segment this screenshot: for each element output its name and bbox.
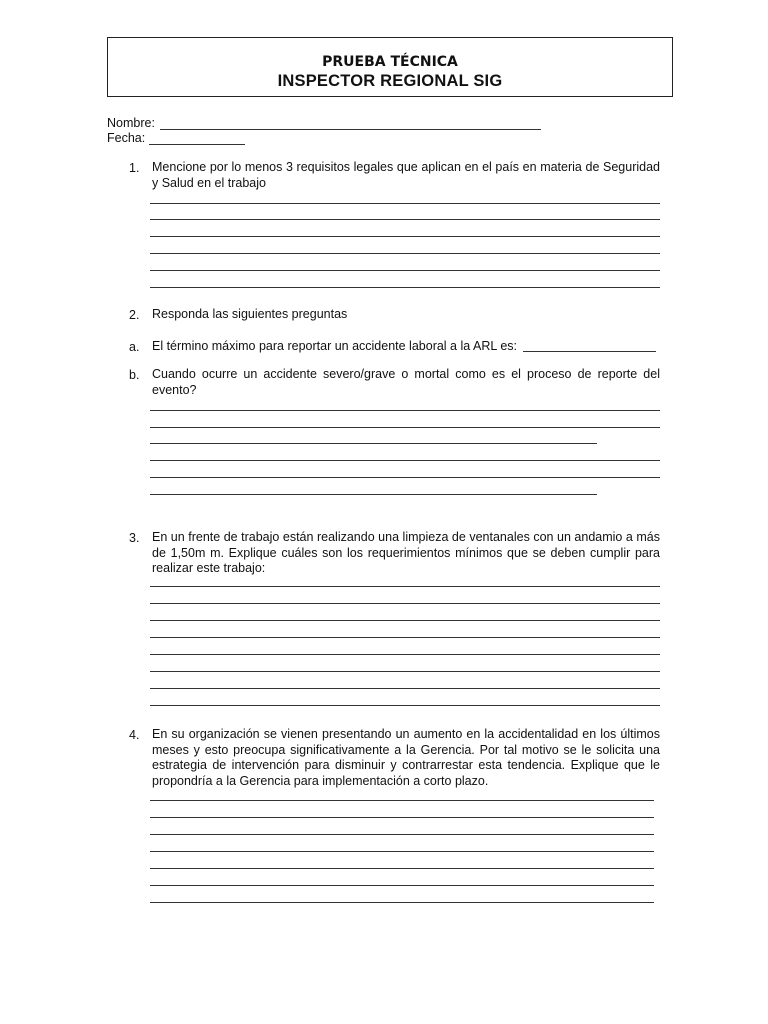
name-field-line[interactable] — [160, 129, 541, 130]
question-2a-letter: a. — [129, 340, 140, 354]
answer-line[interactable] — [150, 494, 597, 495]
date-label: Fecha: — [107, 131, 146, 145]
question-2a-text: El término máximo para reportar un accidente laboral a la ARL es: — [152, 339, 517, 353]
question-2b-letter: b. — [129, 368, 140, 382]
question-3-number: 3. — [129, 531, 140, 545]
test-type-heading: PRUEBA TÉCNICA — [322, 54, 458, 70]
answer-line[interactable] — [150, 885, 654, 886]
question-4-number: 4. — [129, 728, 140, 742]
answer-line[interactable] — [150, 705, 660, 706]
name-label: Nombre: — [107, 116, 155, 130]
answer-line[interactable] — [150, 219, 660, 220]
answer-line[interactable] — [150, 902, 654, 903]
answer-line[interactable] — [150, 443, 597, 444]
answer-line[interactable] — [150, 410, 660, 411]
answer-line[interactable] — [150, 851, 654, 852]
question-1-text: Mencione por lo menos 3 requisitos legales que aplican en el país en materia de Seguridad y Salud en el trabajo — [152, 160, 660, 190]
answer-line[interactable] — [150, 688, 660, 689]
answer-line[interactable] — [150, 868, 654, 869]
answer-line[interactable] — [150, 253, 660, 254]
answer-line[interactable] — [150, 817, 654, 818]
answer-line[interactable] — [150, 427, 660, 428]
answer-line[interactable] — [523, 351, 656, 352]
question-1-number: 1. — [129, 161, 140, 175]
header-box — [107, 37, 673, 97]
answer-line[interactable] — [150, 800, 654, 801]
question-2-text: Responda las siguientes preguntas — [152, 307, 348, 321]
question-2-number: 2. — [129, 308, 140, 322]
answer-line[interactable] — [150, 671, 660, 672]
question-3-text: En un frente de trabajo están realizando una limpieza de ventanales con un andamio a más de 1,50m m. Explique cuáles son los requerimientos mínimos que se deben cumplir para realizar este trabajo: — [152, 530, 660, 575]
answer-line[interactable] — [150, 236, 660, 237]
answer-line[interactable] — [150, 637, 660, 638]
answer-line[interactable] — [150, 654, 660, 655]
question-4-text: En su organización se vienen presentando un aumento en la accidentalidad en los últimos meses y esto preocupa significativamente a la Gerencia. Por tal motivo se le solicita una estrategia de intervención para disminuir y contrarrestar esta tendencia. Explique que le propondría a la Gerencia para implementación a corto plazo. — [152, 727, 660, 788]
answer-line[interactable] — [150, 203, 660, 204]
date-field-line[interactable] — [149, 144, 245, 145]
answer-line[interactable] — [150, 620, 660, 621]
answer-line[interactable] — [150, 834, 654, 835]
answer-line[interactable] — [150, 270, 660, 271]
answer-line[interactable] — [150, 460, 660, 461]
answer-line[interactable] — [150, 477, 660, 478]
question-2b-text: Cuando ocurre un accidente severo/grave o mortal como es el proceso de reporte del evento? — [152, 367, 660, 397]
answer-line[interactable] — [150, 586, 660, 587]
answer-line[interactable] — [150, 287, 660, 288]
answer-line[interactable] — [150, 603, 660, 604]
position-title: INSPECTOR REGIONAL SIG — [277, 72, 503, 90]
